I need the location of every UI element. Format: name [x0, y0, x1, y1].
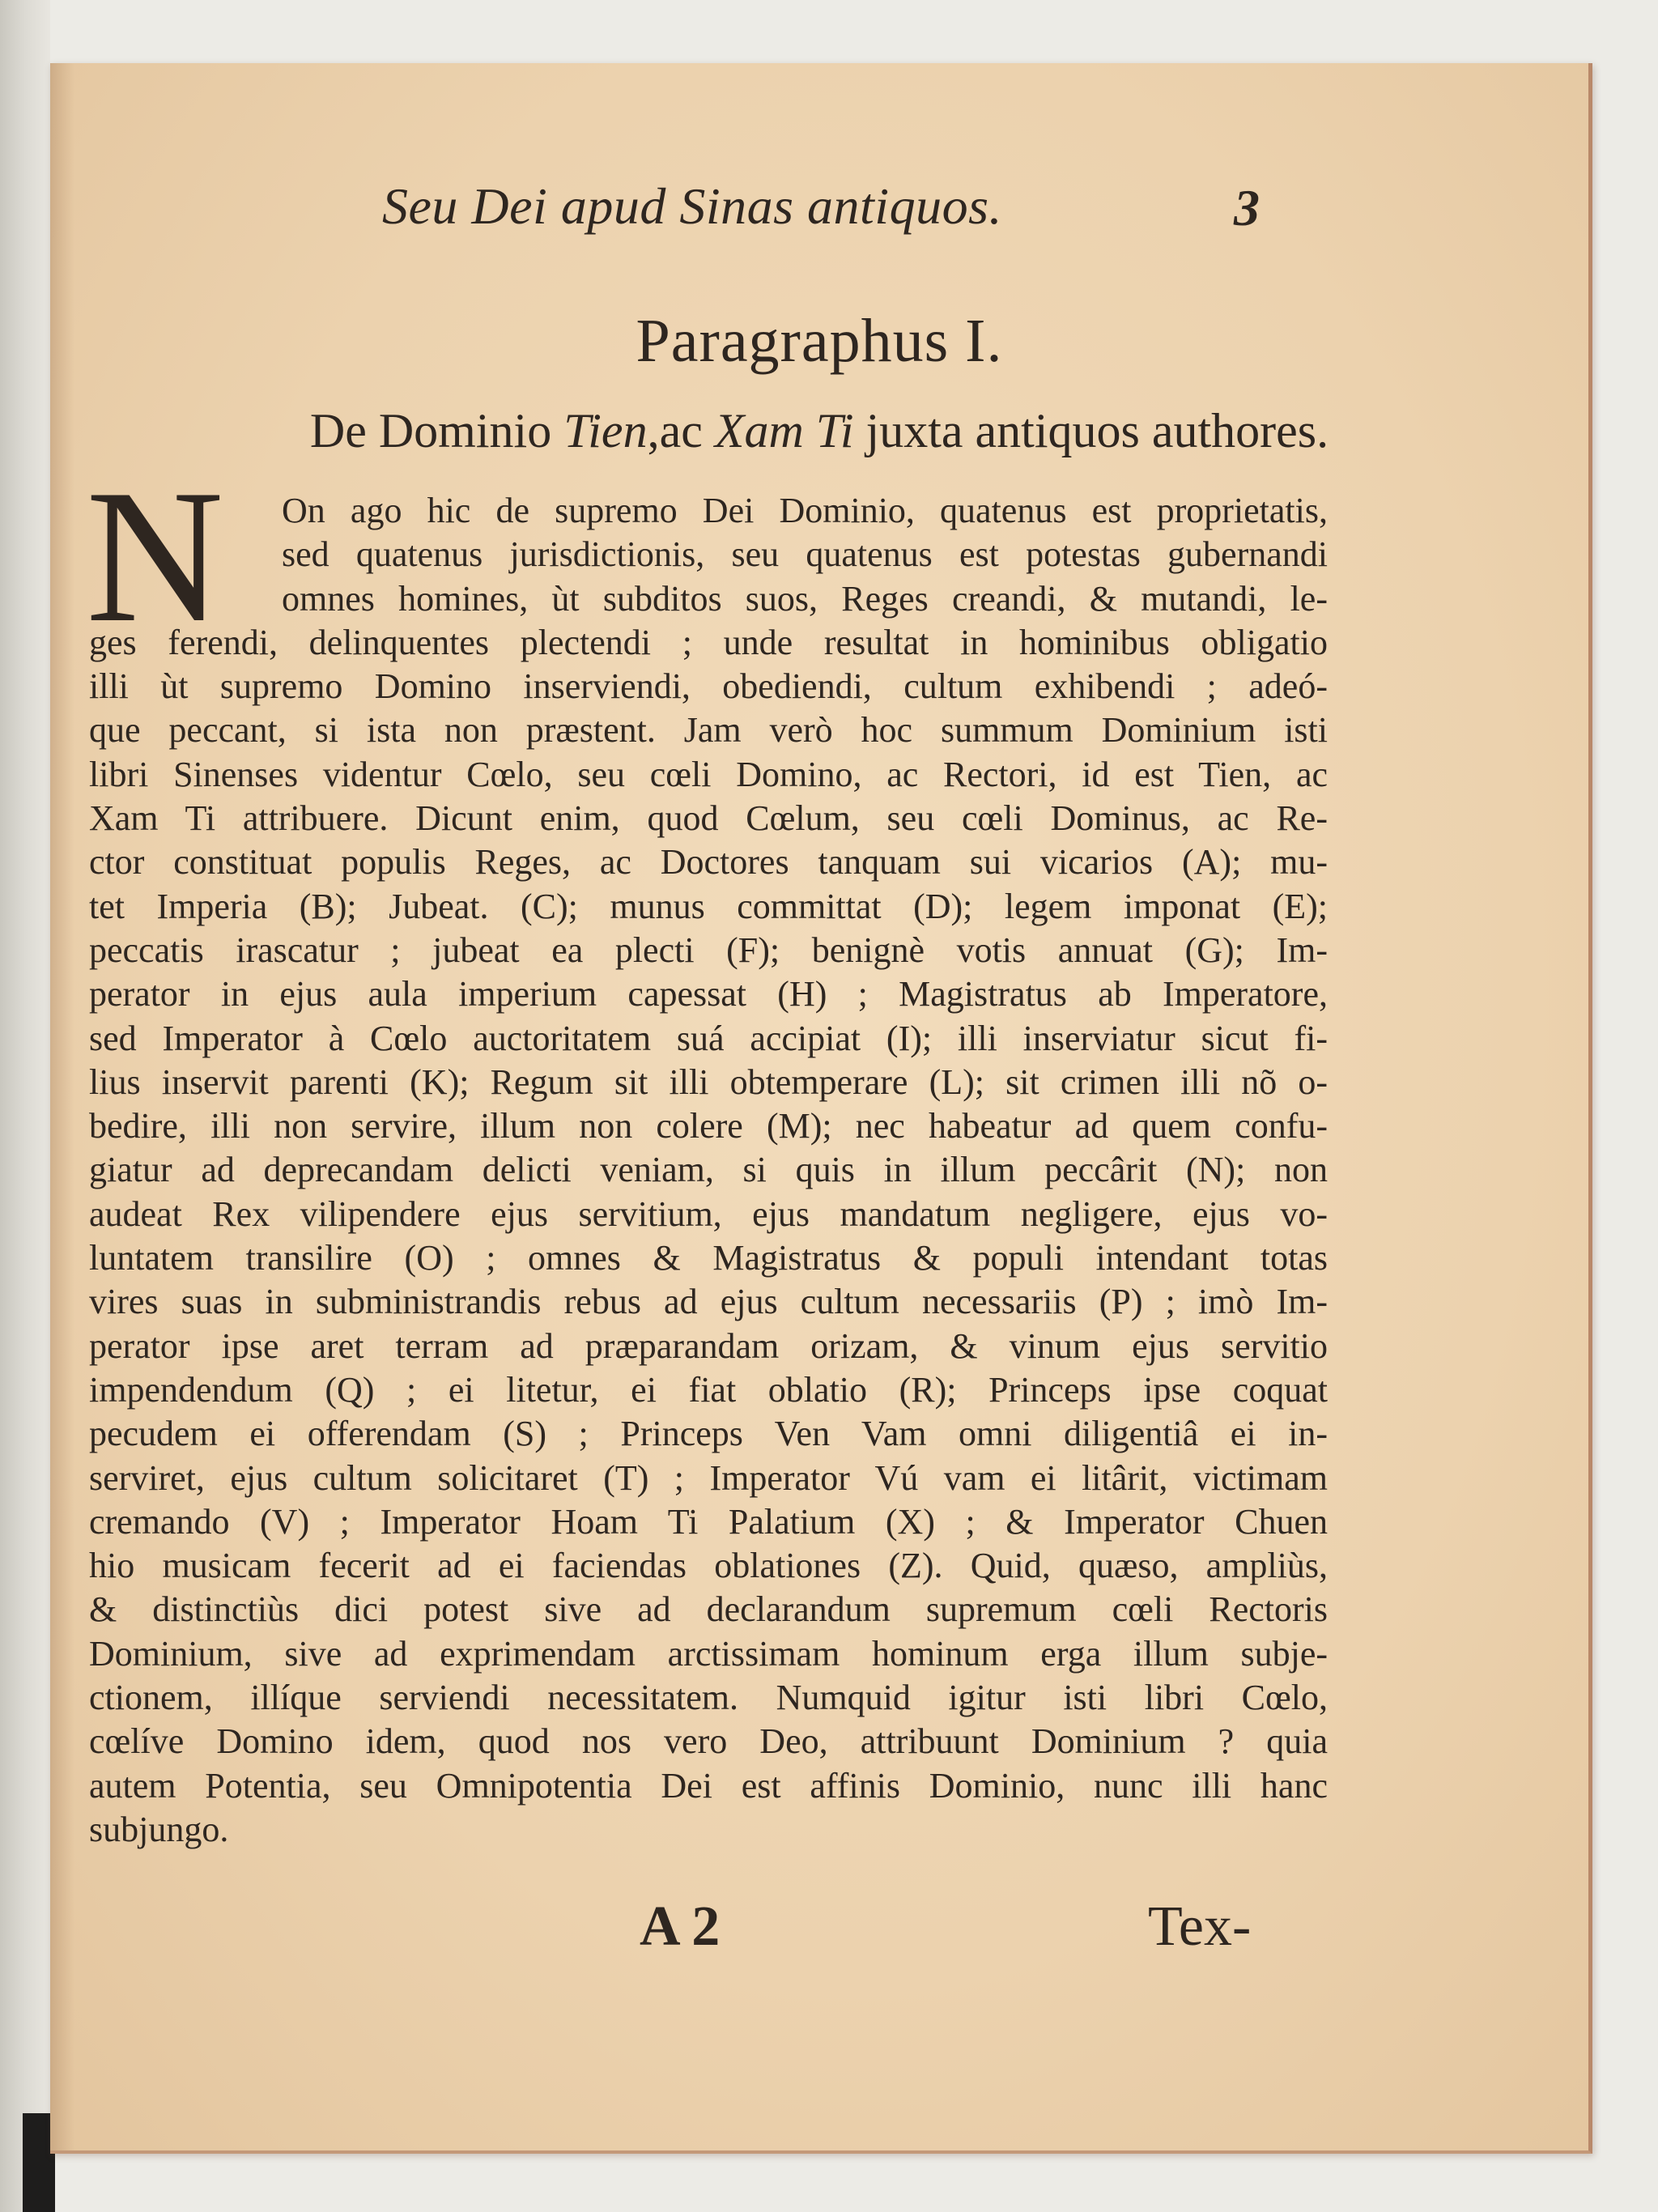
text-line: perator in ejus aula imperium capessat (H) ; Magistratus ab Imperatore,: [89, 974, 1328, 1015]
text-line: omnes homines, ùt subditos suos, Reges creandi, & mutandi, le-: [282, 578, 1328, 619]
text-line: ctionem, illíque serviendi necessitatem. Numquid igitur isti libri Cœlo,: [89, 1678, 1328, 1718]
text-line: Xam Ti attribuere. Dicunt enim, quod Cœlum, seu cœli Dominus, ac Re-: [89, 798, 1328, 839]
text-line: subjungo.: [89, 1809, 229, 1849]
text-line: cœlíve Domino idem, quod nos vero Deo, attribuunt Dominium ? quia: [89, 1721, 1328, 1762]
text-line: sed Imperator à Cœlo auctoritatem suá accipiat (I); illi inserviatur sicut fi-: [89, 1018, 1328, 1058]
text-line: libri Sinenses videntur Cœlo, seu cœli Domino, ac Rectori, id est Tien, ac: [89, 754, 1328, 794]
text-line: On ago hic de supremo Dei Dominio, quatenus est proprietatis,: [282, 491, 1328, 530]
subtitle-tien: Tien: [563, 404, 648, 457]
text-line: & distinctiùs dici potest sive ad declarandum supremum cœli Rectoris: [89, 1589, 1328, 1630]
text-line: luntatem transilire (O) ; omnes & Magistratus & populi intendant totas: [89, 1238, 1328, 1278]
subtitle-xam-ti: Xam Ti: [714, 404, 854, 457]
text-line: ges ferendi, delinquentes plectendi ; unde resultat in hominibus obligatio: [89, 622, 1328, 662]
text-line: que peccant, si ista non præstent. Jam verò hoc summum Dominium isti: [89, 710, 1328, 751]
text-line: pecudem ei offerendam (S) ; Princeps Ven Vam omni diligentiâ ei in-: [89, 1414, 1328, 1454]
catchword: Tex-: [1148, 1895, 1252, 1958]
text-line: Dominium, sive ad exprimendam arctissimam hominum erga illum subje-: [89, 1633, 1328, 1674]
text-line: vires suas in subministrandis rebus ad ejus cultum necessariis (P) ; imò Im-: [89, 1282, 1328, 1322]
page-number: 3: [1234, 179, 1260, 236]
book-page: [50, 63, 1592, 2154]
text-line: bedire, illi non servire, illum non colere (M); nec habeatur ad quem confu-: [89, 1106, 1328, 1146]
text-line: ctor constituat populis Reges, ac Doctores tanquam sui vicarios (A); mu-: [89, 842, 1328, 883]
subtitle-mid: ,ac: [647, 404, 715, 457]
text-line: impendendum (Q) ; ei litetur, ei fiat oblatio (R); Princeps ipse coquat: [89, 1369, 1328, 1410]
subtitle-pre: De Dominio: [309, 404, 564, 457]
text-line: peccatis irascatur ; jubeat ea plecti (F); benignè votis annuat (G); Im-: [89, 929, 1328, 970]
text-line: cremando (V) ; Imperator Hoam Ti Palatium (X) ; & Imperator Chuen: [89, 1501, 1328, 1542]
text-line: illi ùt supremo Domino inserviendi, obediendi, cultum exhibendi ; adeó-: [89, 666, 1328, 707]
text-line: audeat Rex vilipendere ejus servitium, ejus mandatum negligere, ejus vo-: [89, 1193, 1328, 1234]
signature-mark: A 2: [640, 1895, 721, 1958]
section-subtitle: [50, 403, 1588, 459]
text-line: lius inservit parenti (K); Regum sit illi obtemperare (L); sit crimen illi nõ o-: [89, 1061, 1328, 1102]
text-line: serviret, ejus cultum solicitaret (T) ; Imperator Vú vam ei litârit, victimam: [89, 1457, 1328, 1498]
text-line: giatur ad deprecandam delicti veniam, si quis in illum peccârit (N); non: [89, 1150, 1328, 1190]
text-line: hio musicam fecerit ad ei faciendas oblationes (Z). Quid, quæso, ampliùs,: [89, 1546, 1328, 1586]
drop-cap: N: [86, 451, 224, 662]
text-line: autem Potentia, seu Omnipotentia Dei est affinis Dominio, nunc illi hanc: [89, 1765, 1328, 1806]
book-binding: [0, 0, 50, 2212]
text-line: perator ipse aret terram ad præparandam orizam, & vinum ejus servitio: [89, 1325, 1328, 1366]
subtitle-post: juxta antiquos authores.: [853, 404, 1329, 457]
text-line: sed quatenus jurisdictionis, seu quatenus est potestas gubernandi: [282, 534, 1328, 575]
paragraph-heading: Paragraphus I.: [636, 307, 1003, 375]
text-line: tet Imperia (B); Jubeat. (C); munus committat (D); legem imponat (E);: [89, 886, 1328, 926]
running-head: Seu Dei apud Sinas antiquos.: [382, 177, 1002, 235]
body-text: [89, 489, 1328, 1852]
